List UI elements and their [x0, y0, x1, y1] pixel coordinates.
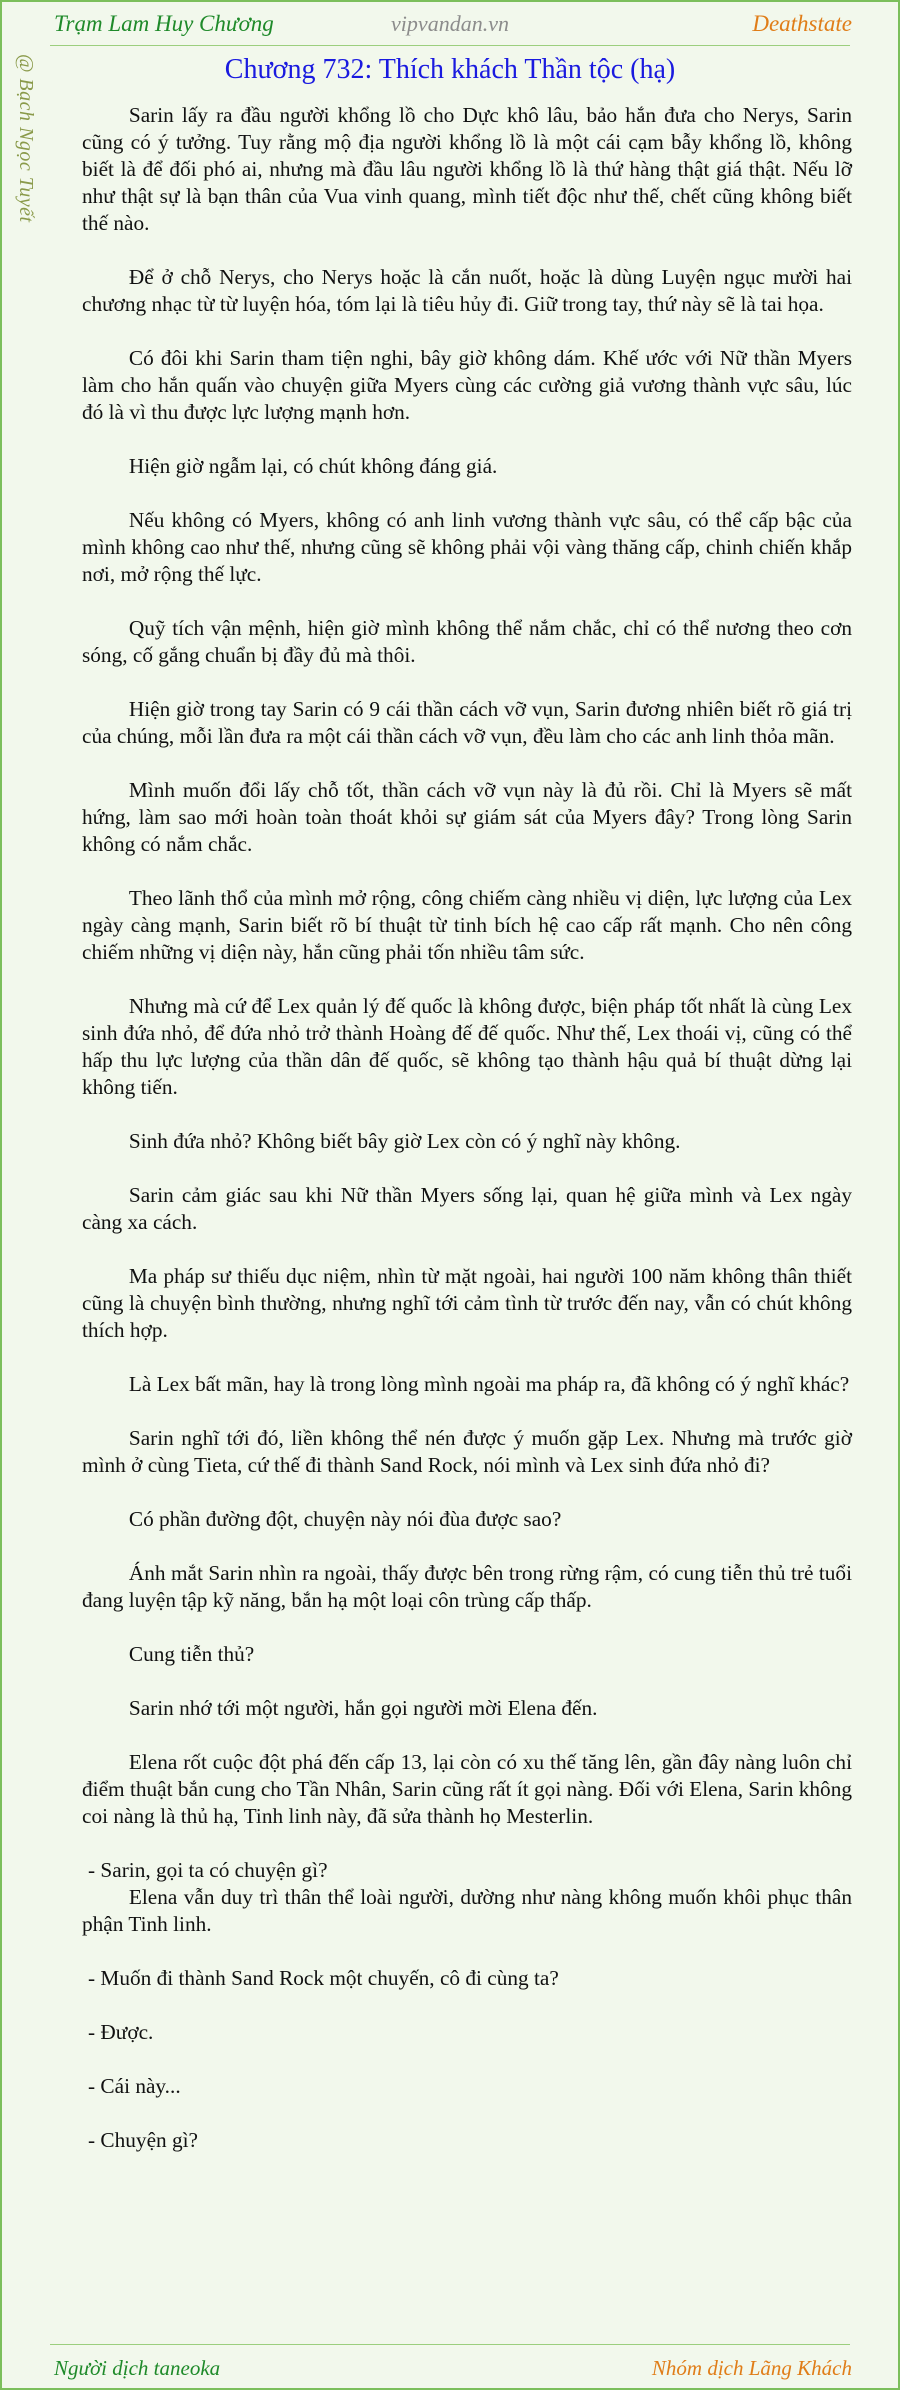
footer-divider	[50, 2344, 850, 2345]
chapter-body	[82, 102, 852, 2181]
paragraph: Nếu không có Myers, không có anh linh vương thành vực sâu, có thể cấp bậc của mình không cao như thế, nhưng cũng sẽ không phải vội vàng thăng cấp, chinh chiến khắp nơi, mở rộng thế lực.	[82, 508, 852, 586]
paragraph: Elena rốt cuộc đột phá đến cấp 13, lại còn có xu thế tăng lên, gần đây nàng luôn chỉ điểm thuật bắn cung cho Tần Nhân, Sarin cũng rất ít gọi nàng. Đối với Elena, Sarin không coi nàng là thủ hạ, Tinh linh này, đã sửa thành họ Mesterlin.	[82, 1750, 852, 1828]
paragraph: Elena vẫn duy trì thân thể loài người, dường như nàng không muốn khôi phục thân phận Tinh linh.	[82, 1885, 852, 1936]
page-header	[2, 2, 898, 48]
paragraph: Sarin cảm giác sau khi Nữ thần Myers sống lại, quan hệ giữa mình và Lex ngày càng xa cách.	[82, 1183, 852, 1234]
paragraph: Ma pháp sư thiếu dục niệm, nhìn từ mặt ngoài, hai người 100 năm không thân thiết cũng là chuyện bình thường, nhưng nghĩ tới cảm tình từ trước đến nay, vẫn có chút không thích hợp.	[82, 1264, 852, 1342]
dialogue-line: - Chuyện gì?	[88, 2128, 199, 2152]
header-series: Deathstate	[752, 11, 852, 36]
paragraph: Sarin nghĩ tới đó, liền không thể nén được ý muốn gặp Lex. Nhưng mà trước giờ mình ở cùng Tieta, cứ thế đi thành Sand Rock, nói mình và Lex sinh đứa nhỏ đi?	[82, 1426, 852, 1477]
paragraph: Theo lãnh thổ của mình mở rộng, công chiếm càng nhiều vị diện, lực lượng của Lex ngày càng mạnh, Sarin biết rõ bí thuật từ tinh bích hệ cao cấp rất mạnh. Cho nên công chiếm những vị diện này, hắn cũng phải tốn nhiều tâm sức.	[82, 886, 852, 964]
header-site: vipvandan.vn	[391, 11, 509, 36]
paragraph: Sinh đứa nhỏ? Không biết bây giờ Lex còn có ý nghĩ này không.	[128, 1129, 681, 1153]
dialogue-line: - Cái này...	[88, 2074, 181, 2098]
paragraph: Là Lex bất mãn, hay là trong lòng mình ngoài ma pháp ra, đã không có ý nghĩ khác?	[128, 1372, 850, 1396]
paragraph: Sarin nhớ tới một người, hắn gọi người mời Elena đến.	[128, 1696, 598, 1720]
header-book-title: Trạm Lam Huy Chương	[54, 11, 274, 36]
dialogue-line: - Muốn đi thành Sand Rock một chuyến, cô đi cùng ta?	[88, 1966, 559, 1990]
paragraph: Sarin lấy ra đầu người khổng lồ cho Dực khô lâu, bảo hắn đưa cho Nerys, Sarin cũng có ý tưởng. Tuy rằng mộ địa người khổng lồ là một cái cạm bẫy khổng lồ, không biết là để đối phó ai, nhưng mà đầu lâu người khổng lồ là thứ hàng thật giá thật. Nếu lỡ như thật sự là bạn thân của Vua vinh quang, mình tiết độc như thế, chết cũng không biết thế nào.	[82, 103, 852, 235]
chapter-title: Chương 732: Thích khách Thần tộc (hạ)	[224, 54, 676, 85]
footer-translator: Người dịch taneoka	[54, 2356, 221, 2380]
paragraph: Nhưng mà cứ để Lex quản lý đế quốc là không được, biện pháp tốt nhất là cùng Lex sinh đứa nhỏ, để đứa nhỏ trở thành Hoàng đế đế quốc. Như thế, Lex thoái vị, cũng có thể hấp thu lực lượng của thần dân đế quốc, sẽ không tạo thành hậu quả bí thuật dừng lại không tiến.	[82, 994, 852, 1099]
paragraph: Có phần đường đột, chuyện này nói đùa được sao?	[128, 1507, 562, 1531]
paragraph: Hiện giờ ngẫm lại, có chút không đáng giá.	[128, 454, 498, 478]
footer-group: Nhóm dịch Lãng Khách	[651, 2356, 852, 2380]
paragraph: Để ở chỗ Nerys, cho Nerys hoặc là cắn nuốt, hoặc là dùng Luyện ngục mười hai chương nhạc từ từ luyện hóa, tóm lại là tiêu hủy đi. Giữ trong tay, thứ này sẽ là tai họa.	[82, 265, 852, 316]
paragraph: Quỹ tích vận mệnh, hiện giờ mình không thể nắm chắc, chỉ có thể nương theo cơn sóng, cố gắng chuẩn bị đầy đủ mà thôi.	[82, 616, 852, 667]
paragraph: Hiện giờ trong tay Sarin có 9 cái thần cách vỡ vụn, Sarin đương nhiên biết rõ giá trị của chúng, mỗi lần đưa ra một cái thần cách vỡ vụn, đều làm cho các anh linh thỏa mãn.	[82, 697, 852, 748]
side-credit: @ Bạch Ngọc Tuyết	[15, 54, 37, 223]
paragraph: Cung tiễn thủ?	[128, 1642, 255, 1666]
header-divider	[50, 45, 850, 46]
dialogue-line: - Sarin, gọi ta có chuyện gì?	[88, 1858, 328, 1882]
paragraph: Mình muốn đổi lấy chỗ tốt, thần cách vỡ vụn này là đủ rồi. Chỉ là Myers sẽ mất hứng, làm sao mới hoàn toàn thoát khỏi sự giám sát của Myers đây? Trong lòng Sarin không có nắm chắc.	[82, 778, 852, 856]
paragraph: Ánh mắt Sarin nhìn ra ngoài, thấy được bên trong rừng rậm, có cung tiễn thủ trẻ tuổi đang luyện tập kỹ năng, bắn hạ một loại côn trùng cấp thấp.	[82, 1561, 852, 1612]
dialogue-line: - Được.	[88, 2020, 154, 2044]
paragraph: Có đôi khi Sarin tham tiện nghi, bây giờ không dám. Khế ước với Nữ thần Myers làm cho hắn quấn vào chuyện giữa Myers cùng các cường giả vương thành vực sâu, lúc đó là vì thu được lực lượng mạnh hơn.	[82, 346, 852, 424]
